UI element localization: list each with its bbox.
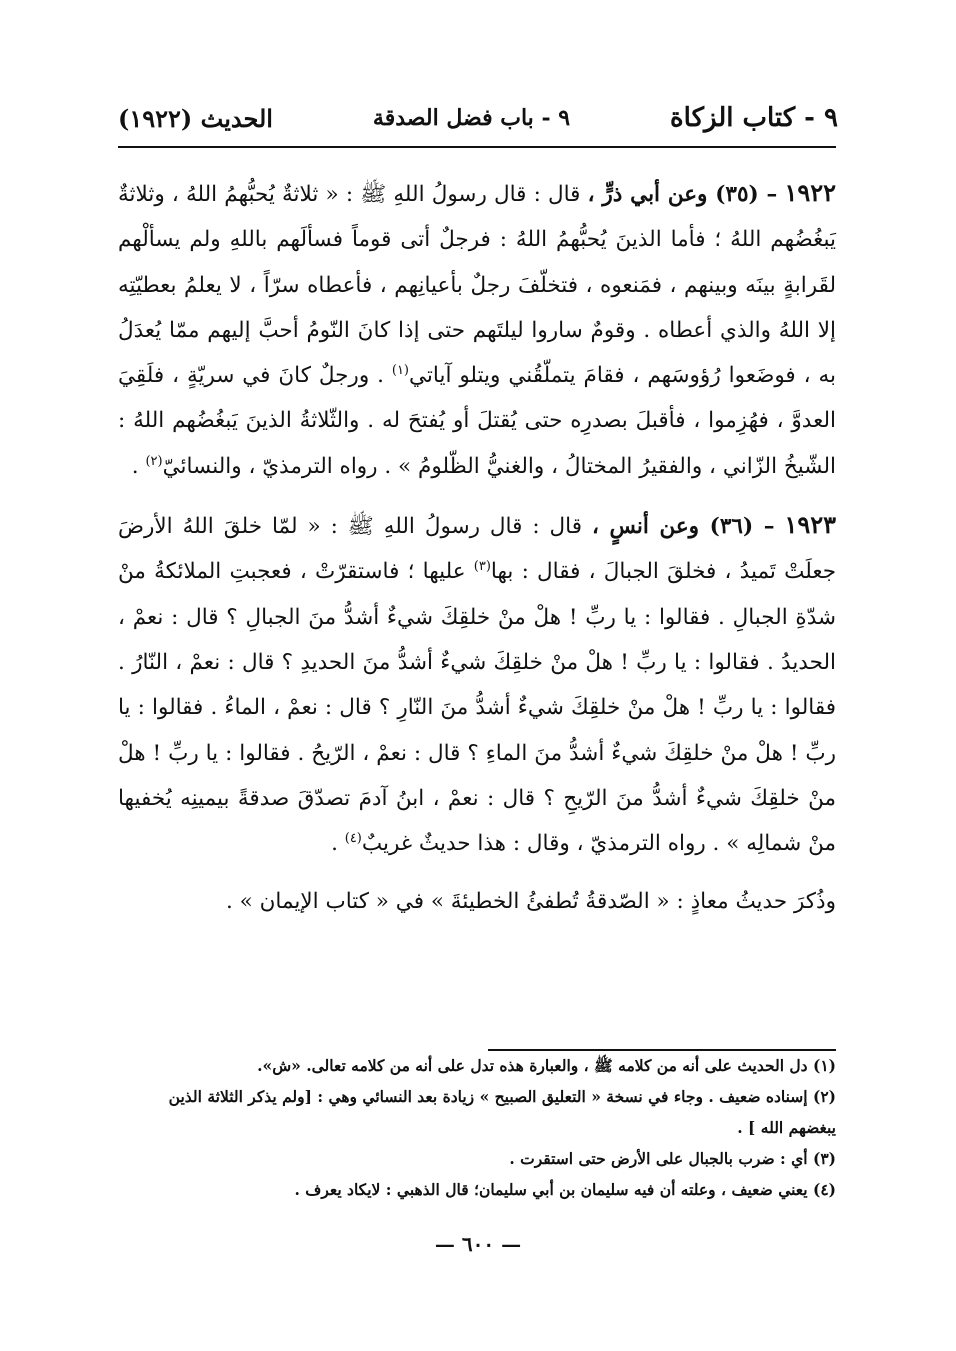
page-number: — ٦٠٠ — [434, 1232, 522, 1256]
section-title: ٩ - باب فضل الصدقة [372, 105, 571, 131]
hadith-paragraph [118, 502, 836, 866]
footnote: (٣) أي : ضرب بالجبال على الأرض حتى استقرت . [509, 1149, 836, 1168]
hadith-end: . [131, 453, 146, 479]
hadith-number: ١٩٢٣ [784, 510, 836, 540]
header-rule [118, 146, 836, 148]
closing-note: وذُكرَ حديثُ معاذٍ : « الصّدقةُ تُطفئُ الخطيئةَ » في « كتاب الإيمان » . [225, 889, 836, 915]
hadith-source: – (٣٦) وعن أنسٍ ، [591, 514, 775, 540]
running-header [118, 96, 838, 140]
main-text [118, 170, 836, 938]
footnote: (٢) إسناده ضعيف . وجاء في نسخة « التعليق الصبيح » زيادة بعد النسائي وهي : [ولم يذكر الثلاثة الذين يبغضهم الله ] . [168, 1087, 836, 1137]
footnote: (٤) يعني ضعيف ، وعلته أن فيه سليمان بن أبي سليمان؛ قال الذهبي : لايكاد يعرف . [294, 1180, 836, 1199]
hadith-text: قال : قال رسولُ اللهِ ﷺ : « لمّا خلقَ اللهُ الأرضَ جعلَتْ تَميدُ ، فخلقَ الجبالَ ، فقال : بها [118, 514, 836, 585]
hadith-text-continued: . ورجلٌ كانَ في سريّةٍ ، فلَقِيَ العدوَّ ، فهُزِموا ، فأقبلَ بصدرِه حتى يُقتلَ أو يُفتحَ له . والثّلاثةُ الذينَ يَبغُضُهم اللهُ : الشّيخُ الزّاني ، والفقيرُ المختالُ ، والغنيُّ الظّلومُ » . رواه الترمذيّ ، والنسائيّ [118, 363, 836, 479]
footnote-marker: (٣) [473, 559, 491, 575]
chapter-title: ٩ - كتاب الزكاة [670, 103, 838, 133]
footnote-marker: (٤) [344, 831, 362, 846]
hadith-end: . [331, 831, 345, 857]
hadith-number: ١٩٢٢ [784, 178, 836, 207]
hadith-source: – (٣٥) وعن أبي ذرٍّ ، [587, 182, 778, 207]
hadith-reference: الحديث (١٩٢٢) [118, 103, 273, 133]
footnote: (١) دل الحديث على أنه من كلامه ﷺ ، والعبارة هذه تدل على أنه من كلامه تعالى. «ش». [257, 1056, 836, 1075]
footnote-marker: (٢) [145, 453, 163, 469]
footnote-marker: (١) [391, 363, 409, 379]
hadith-text-continued: عليها ؛ فاستقرّتْ ، فعجبتِ الملائكةُ منْ شدّةِ الجبالِ . فقالوا : يا ربِّ ! هلْ منْ خلقِكَ شيءٌ أشدُّ منَ الجبالِ ؟ قال : نعمْ ، الحديدُ . فقالوا : يا ربِّ ! هلْ منْ خلقِكَ شيءٌ أشدُّ منَ الحديدِ ؟ قال : نعمْ ، النّارُ . فقالوا : يا ربِّ ! هلْ منْ خلقِكَ شيءٌ أشدُّ منَ النّارِ ؟ قال : نعمْ ، الماءُ . فقالوا : يا ربِّ ! هلْ منْ خلقِكَ شيءٌ أشدُّ منَ الماءِ ؟ قال : نعمْ ، الرّيحُ . فقالوا : يا ربِّ ! هلْ منْ خلقِكَ شيءٌ أشدُّ منَ الرّيحِ ؟ قال : نعمْ ، ابنُ آدمَ تصدّقَ صدقةً بيمينِه يُخفيها منْ شمالِه » . رواه الترمذيّ ، وقال : هذا حديثٌ غريبٌ [118, 559, 836, 857]
hadith-text: قال : قال رسولُ اللهِ ﷺ : « ثلاثةٌ يُحبُّهمُ اللهُ ، وثلاثةٌ يَبغُضُهم اللهُ ؛ فأما الذينَ يُحبُّهمُ اللهُ : فرجلٌ أتى قوماً فسألَهم باللهِ ولم يسألْهم لقَرابةٍ بينَه وبينهم ، فمَنعوه ، فتخلّفَ رجلٌ بأعيانِهم ، فأعطاه سرّاً ، لا يعلمُ بعطيّتِه إلا اللهُ والذي أعطاه . وقومٌ ساروا ليلتَهم حتى إذا كانَ النّومُ أحبَّ إليهم ممّا يُعدَلُ به ، فوضَعوا رُؤوسَهم ، فقامَ يتملّقُني ويتلو آياتي [118, 182, 836, 389]
hadith-paragraph [118, 170, 836, 489]
footnotes [118, 1050, 836, 1205]
